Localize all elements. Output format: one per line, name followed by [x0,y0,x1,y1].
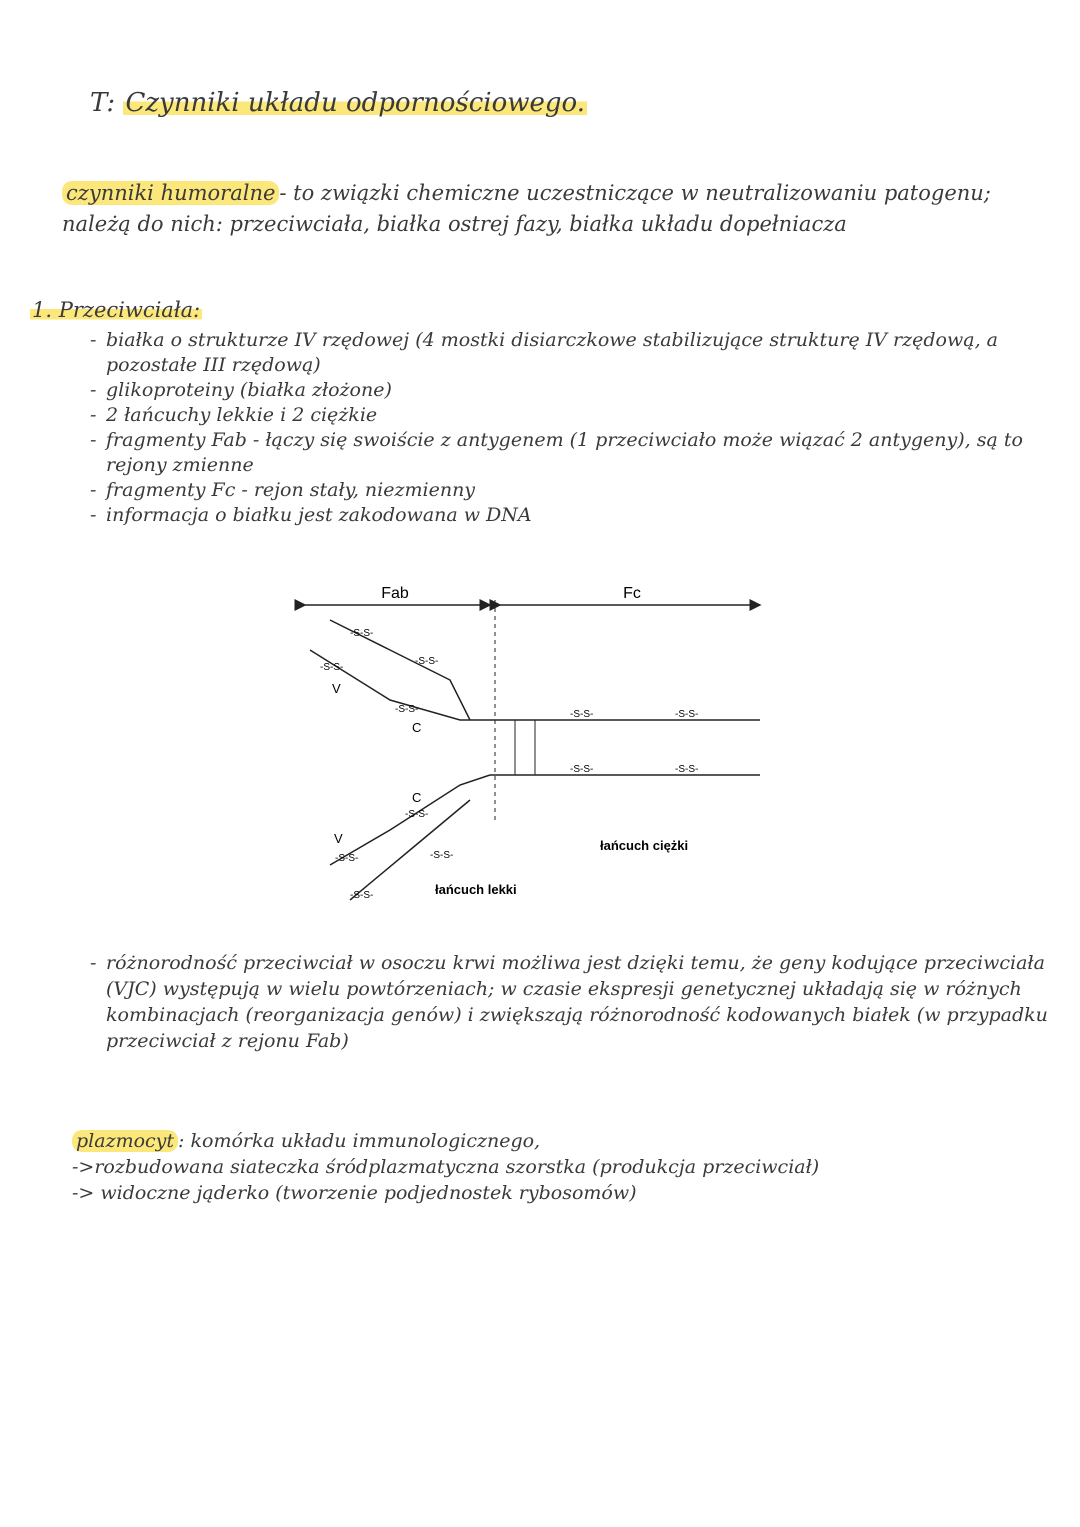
list-item: ->rozbudowana siateczka śródplazmatyczna szorstka (produkcja przeciwciał) [72,1156,820,1178]
label-heavy-chain: łańcuch ciężki [600,838,689,853]
ss-bond-label: -S-S- [430,850,454,861]
ss-bond-label: -S-S- [395,704,419,715]
ss-bond-label: -S-S- [675,709,699,720]
ss-bond-label: -S-S- [570,764,594,775]
label-v-top: V [332,681,341,696]
list-item: - różnorodność przeciwciał w osoczu krwi możliwa jest dzięki temu, że geny kodujące przeciwciała (VJC) występują w wielu powtórzeniach; w czasie ekspresji genetycznej układają się w różnych kombinacjach (reorganizacja genów) i zwiększają różnorodność kodowanych białek (w przypadku przeciwciał z rejonu Fab) [90,950,1050,1054]
ss-bond-label: -S-S- [335,853,359,864]
list-item: - informacja o białku jest zakodowana w DNA [90,503,1050,528]
ss-bond-label: -S-S- [350,890,374,901]
antibodies-heading: 1. Przeciwciała: [32,298,201,322]
humoral-definition: - to związki chemiczne uczestniczące w neutralizowaniu patogenu; należą do nich: przeciwciała, białka ostrej fazy, białka układu dopełniacza [62,181,991,236]
label-fab: Fab [381,585,409,602]
ss-bond-label: -S-S- [405,809,429,820]
page-title [90,88,587,118]
list-item: - glikoproteiny (białka złożone) [90,378,1050,403]
antibody-diagram [290,580,770,920]
ss-bond-label: -S-S- [415,656,439,667]
title-text: Czynniki układu odpornościowego. [125,88,585,118]
ss-bond-label: -S-S- [320,662,344,673]
list-item: -> widoczne jąderko (tworzenie podjednostek rybosomów) [72,1182,637,1204]
ss-bond-label: -S-S- [570,709,594,720]
list-item: - fragmenty Fc - rejon stały, niezmienny [90,478,1050,503]
humoral-paragraph [62,178,992,240]
humoral-term: czynniki humoralne [62,181,279,205]
label-c-bottom: C [412,790,422,805]
plasmocyte-section [72,1128,1032,1206]
title-prefix: T: [90,88,116,118]
label-light-chain: łańcuch lekki [435,882,517,897]
lower-heavy-chain-arm [330,775,490,865]
ss-bond-label: -S-S- [675,764,699,775]
label-fc: Fc [623,585,641,602]
plasmocyte-definition: : komórka układu immunologicznego, [178,1130,541,1152]
plasmocyte-term: plazmocyt [72,1130,178,1152]
list-item: - białka o strukturze IV rzędowej (4 mostki disiarczkowe stabilizujące strukturę IV rzędową, a pozostałe III rzędową) [90,328,1050,378]
diversity-list [90,950,1050,1054]
list-item: - 2 łańcuchy lekkie i 2 ciężkie [90,403,1050,428]
label-v-bottom: V [334,831,343,846]
antibodies-list [90,328,1050,528]
ss-bond-label: -S-S- [350,628,374,639]
list-item: - fragmenty Fab - łączy się swoiście z antygenem (1 przeciwciało może wiązać 2 antygeny), są to rejony zmienne [90,428,1050,478]
label-c-top: C [412,720,422,735]
